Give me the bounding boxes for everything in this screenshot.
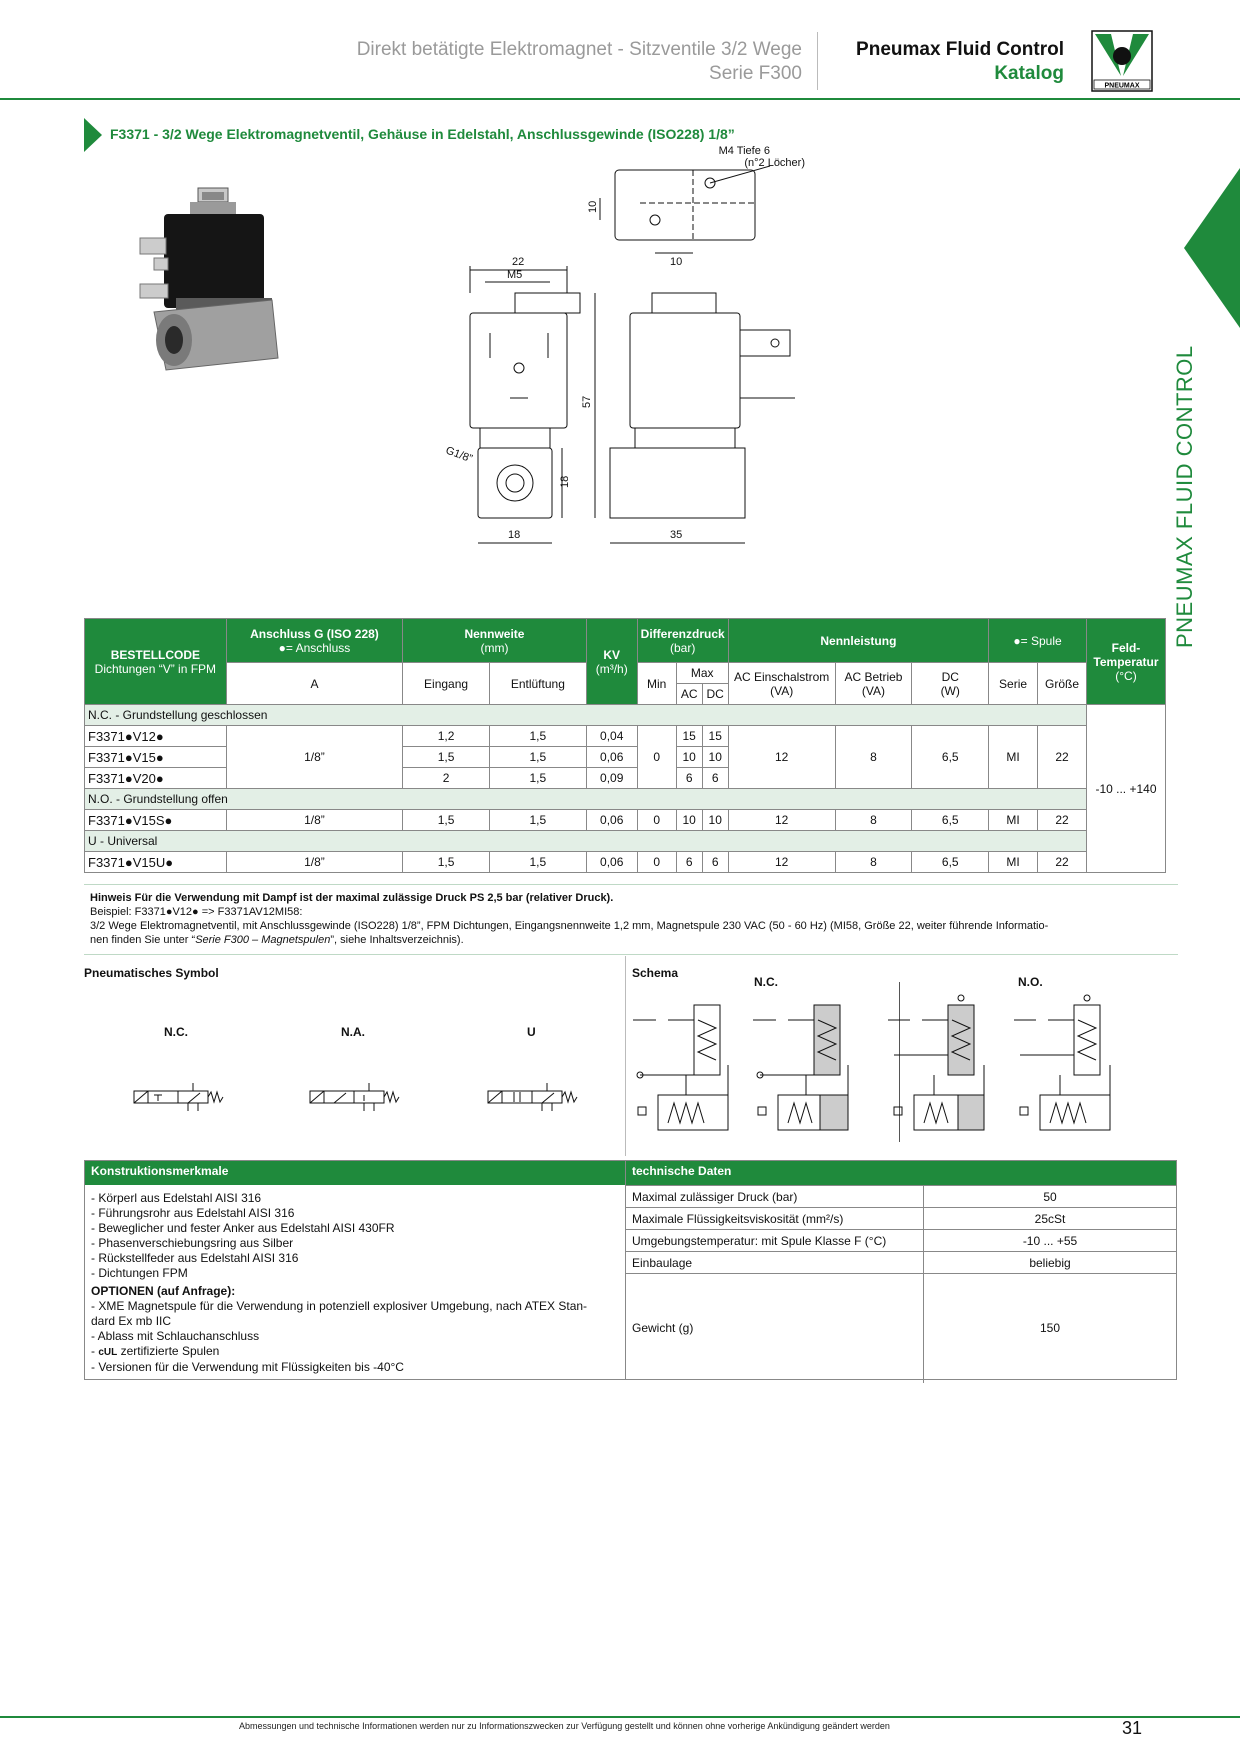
technik-label: Gewicht (g) [626, 1274, 924, 1383]
note-desc-2b: Serie F300 – Magnetspulen [195, 934, 331, 946]
technik-value: -10 ... +55 [924, 1230, 1177, 1252]
konstruktion-title: Konstruktionsmerkmale [85, 1161, 626, 1185]
th-spule [989, 619, 1087, 663]
cell-eingang: 1,5 [403, 747, 490, 768]
th-spule-label: = Spule [1020, 633, 1062, 648]
dim-g18: G1/8” [443, 444, 474, 466]
notes [90, 891, 1175, 947]
dim-m4: M4 Tiefe 6 [718, 145, 770, 157]
th-dc-w [912, 663, 989, 705]
ul-cert-icon: cUL [98, 1347, 118, 1358]
note-desc-2 [90, 933, 1175, 947]
th-dc-w-label: DC [941, 669, 959, 684]
cell-entl: 1,5 [489, 852, 586, 873]
schema-nc-off [633, 1005, 728, 1130]
subtitle-line-1: Direkt betätigte Elektromagnet - Sitzventile 3/2 Wege [356, 39, 802, 60]
schema-no-on [1014, 995, 1110, 1130]
group-nc: N.C. - Grundstellung geschlossen [85, 705, 1087, 726]
symbol-nc-label: N.C. [164, 1025, 188, 1039]
option-item: - Versionen für die Verwendung mit Flüssigkeiten bis -40°C [91, 1360, 404, 1374]
divider [84, 954, 1178, 955]
th-eingang: Eingang [403, 663, 490, 705]
th-temp-label: Temperatur [1093, 654, 1159, 669]
th-dc: DC [706, 687, 724, 701]
header-rule [0, 98, 1240, 100]
cell-min: 0 [637, 810, 676, 831]
technik-title: technische Daten [626, 1161, 1176, 1185]
cell-code: F3371●V15U● [85, 852, 227, 873]
catalog-label: Katalog [994, 63, 1064, 84]
cell-betr: 8 [835, 810, 912, 831]
schema-title: Schema [632, 966, 679, 980]
cell-ac: 6 [676, 852, 702, 873]
th-min: Min [637, 663, 676, 705]
th-anschluss-sub: = Anschluss [285, 640, 351, 655]
th-ac-betr-label: AC Betrieb [844, 669, 903, 684]
th-kv [586, 619, 637, 705]
cell-ac: 10 [676, 747, 702, 768]
cell-dcw: 6,5 [912, 810, 989, 831]
schema-diagram [628, 995, 1148, 1145]
konstruktion-item: - Rückstellfeder aus Edelstahl AISI 316 [91, 1251, 299, 1265]
cell-code: F3371●V15S● [85, 810, 227, 831]
th-temp-unit: (°C) [1115, 668, 1137, 683]
header-brand [856, 38, 1064, 86]
schema-nc-label: N.C. [754, 975, 778, 989]
technik-value: 25cSt [924, 1208, 1177, 1230]
note-desc-2c: ”, siehe Inhaltsverzeichnis). [330, 934, 464, 946]
cell-serie: MI [989, 852, 1038, 873]
order-code-table [84, 618, 1166, 873]
note-desc-1: 3/2 Wege Elektromagnetventil, mit Anschlussgewinde (ISO228) 1/8”, FPM Dichtungen, Eingangsnennweite 1,2 mm, Magnetspule 230 VAC (50 - 60 Hz) (MI58, Größe 22, weiter führende Informatio- [90, 920, 1049, 932]
cell-a: 1/8” [226, 852, 402, 873]
technik-label: Einbaulage [626, 1252, 924, 1274]
schema-no-label: N.O. [1018, 975, 1043, 989]
technik-label: Maximal zulässiger Druck (bar) [626, 1186, 924, 1208]
th-ac-betr-unit: (VA) [861, 683, 886, 698]
cell-code: F3371●V12● [85, 726, 227, 747]
technik-row [626, 1252, 1176, 1274]
cell-kv: 0,06 [586, 747, 637, 768]
konstruktion-item: - Körperl aus Edelstahl AISI 316 [91, 1191, 262, 1205]
options-title: OPTIONEN (auf Anfrage): [91, 1284, 236, 1298]
column-separator [625, 956, 626, 1156]
dim-holes: (n°2 Löcher) [744, 157, 805, 169]
th-kv-unit: (m³/h) [595, 661, 628, 676]
konstruktion-item: - Beweglicher und fester Anker aus Edelstahl AISI 430FR [91, 1221, 395, 1235]
technik-table [626, 1185, 1176, 1383]
cell-dcw: 6,5 [912, 726, 989, 789]
schema-no-off [888, 995, 984, 1130]
group-u: U - Universal [85, 831, 1087, 852]
note-desc-2a: nen finden Sie unter “ [90, 934, 196, 946]
header-subtitle [357, 38, 802, 86]
technik-box [625, 1160, 1177, 1380]
cell-groesse: 22 [1038, 852, 1087, 873]
cell-groesse: 22 [1038, 810, 1087, 831]
cell-eingang: 1,5 [403, 852, 490, 873]
th-max [676, 663, 728, 705]
cell-ac: 10 [676, 810, 702, 831]
th-entlueftung: Entlüftung [489, 663, 586, 705]
cell-ac: 6 [676, 768, 702, 789]
cell-kv: 0,09 [586, 768, 637, 789]
dim-10b: 10 [670, 256, 683, 268]
th-bestellcode [85, 619, 227, 705]
cell-dc: 15 [702, 726, 728, 747]
th-temp [1086, 619, 1165, 705]
cell-ein: 12 [728, 852, 835, 873]
th-diff-label: Differenzdruck [640, 626, 725, 641]
cell-eingang: 1,5 [403, 810, 490, 831]
th-kv-label: KV [603, 647, 621, 662]
valve-symbol-nc-icon [130, 1050, 250, 1130]
cell-kv: 0,06 [586, 852, 637, 873]
option-ul-text: zertifizierte Spulen [120, 1344, 220, 1358]
th-nennweite [403, 619, 587, 663]
cell-ein: 12 [728, 726, 835, 789]
cell-serie: MI [989, 726, 1038, 789]
valve-symbol-u-icon [484, 1050, 604, 1130]
th-code-label: BESTELLCODE [110, 647, 201, 662]
th-anschluss [226, 619, 402, 663]
th-ac-betr [835, 663, 912, 705]
divider [84, 884, 1178, 885]
cell-entl: 1,5 [489, 810, 586, 831]
side-label: PNEUMAX FLUID CONTROL [1172, 345, 1197, 648]
cell-min: 0 [637, 852, 676, 873]
cell-ein: 12 [728, 810, 835, 831]
cell-entl: 1,5 [489, 726, 586, 747]
technik-value: beliebig [924, 1252, 1177, 1274]
cell-dc: 6 [702, 852, 728, 873]
note-hint: Hinweis Für die Verwendung mit Dampf ist der maximal zulässige Druck PS 2,5 bar (relativer Druck). [90, 892, 614, 904]
schema-nc-on [753, 1005, 848, 1130]
cell-serie: MI [989, 810, 1038, 831]
cell-ac: 15 [676, 726, 702, 747]
title-arrow-icon [84, 118, 102, 152]
page-number: 31 [1122, 1718, 1143, 1738]
cell-dc: 6 [702, 768, 728, 789]
section-title-text: F3371 - 3/2 Wege Elektromagnetventil, Gehäuse in Edelstahl, Anschlussgewinde (ISO228) 1/8” [110, 126, 735, 142]
cell-kv: 0,06 [586, 810, 637, 831]
technik-row [626, 1274, 1176, 1383]
dim-22: 22 [512, 256, 525, 268]
table-row [85, 852, 1166, 873]
th-leistung [728, 619, 988, 663]
product-photo [140, 188, 320, 428]
cell-code: F3371●V15● [85, 747, 227, 768]
symbol-u-label: U [527, 1025, 536, 1039]
cell-betr: 8 [835, 852, 912, 873]
table-row [85, 810, 1166, 831]
header-divider [817, 32, 818, 90]
anschluss-marker-icon: ● [278, 640, 286, 655]
th-ac: AC [677, 684, 703, 704]
th-mm: (mm) [480, 640, 509, 655]
technik-row [626, 1208, 1176, 1230]
dim-m5: M5 [507, 269, 523, 281]
cell-entl: 1,5 [489, 747, 586, 768]
note-example: Beispiel: F3371●V12● => F3371AV12MI58: [90, 906, 303, 918]
technik-row [626, 1230, 1176, 1252]
cell-betr: 8 [835, 726, 912, 789]
option-item: - XME Magnetspule für die Verwendung in potenziell explosiver Umgebung, nach ATEX Stan- [91, 1299, 588, 1313]
konstruktion-item: - Dichtungen FPM [91, 1266, 188, 1280]
th-a: A [226, 663, 402, 705]
temp-range: -10 ... +140 [1086, 705, 1165, 873]
logo-text: PNEUMAX [1104, 82, 1140, 90]
th-bar: (bar) [670, 640, 696, 655]
section-title [84, 118, 1174, 152]
th-max-label: Max [677, 663, 728, 684]
technik-label: Maximale Flüssigkeitsviskosität (mm²/s) [626, 1208, 924, 1230]
technik-value: 50 [924, 1186, 1177, 1208]
dim-18b: 18 [508, 529, 521, 541]
th-groesse: Größe [1038, 663, 1087, 705]
th-dc-w-unit: (W) [940, 683, 960, 698]
spule-marker-icon: ● [1013, 633, 1021, 648]
pneumatic-symbol-title: Pneumatisches Symbol [84, 966, 219, 980]
konstruktion-box [84, 1160, 626, 1380]
group-no: N.O. - Grundstellung offen [85, 789, 1087, 810]
th-leistung-label: Nennleistung [820, 633, 897, 648]
cell-dc: 10 [702, 747, 728, 768]
cell-entl: 1,5 [489, 768, 586, 789]
dim-10a: 10 [587, 200, 599, 213]
option-item: - Ablass mit Schlauchanschluss [91, 1329, 260, 1343]
footer-rule [0, 1716, 1240, 1718]
dim-35: 35 [670, 529, 683, 541]
konstruktion-item: - Führungsrohr aus Edelstahl AISI 316 [91, 1206, 295, 1220]
technik-row [626, 1186, 1176, 1208]
symbol-na-label: N.A. [341, 1025, 365, 1039]
th-code-sub: Dichtungen “V” in FPM [94, 661, 217, 676]
footer-disclaimer: Abmessungen und technische Informationen werden nur zu Informationszwecken zur Verfügung gestellt und können ohne vorherige Ankündigung geändert werden [239, 1721, 890, 1731]
side-tab-triangle [1184, 168, 1240, 328]
th-diff [637, 619, 728, 663]
option-item: dard Ex mb IIC [91, 1314, 172, 1328]
konstruktion-item: - Phasenverschiebungsring aus Silber [91, 1236, 294, 1250]
subtitle-line-2: Serie F300 [709, 63, 802, 84]
cell-eingang: 1,2 [403, 726, 490, 747]
dim-18a: 18 [559, 475, 571, 488]
th-nennweite-label: Nennweite [464, 626, 525, 641]
cell-a: 1/8” [226, 810, 402, 831]
technik-label: Umgebungstemperatur: mit Spule Klasse F (°C) [626, 1230, 924, 1252]
th-anschluss-label: Anschluss G (ISO 228) [250, 626, 379, 641]
th-ac-ein-label: AC Einschalstrom [733, 669, 830, 684]
cell-a: 1/8” [226, 726, 402, 789]
technik-value: 150 [924, 1274, 1177, 1383]
valve-symbol-na-icon [306, 1050, 426, 1130]
brand-name: Pneumax Fluid Control [856, 39, 1064, 60]
dimension-drawing [443, 145, 910, 608]
cell-groesse: 22 [1038, 726, 1087, 789]
th-feld: Feld- [1111, 640, 1141, 655]
option-item-ul: - cUL zertifizierte Spulen [91, 1344, 220, 1358]
table-row [85, 726, 1166, 747]
pneumax-logo [1091, 30, 1153, 92]
cell-code: F3371●V20● [85, 768, 227, 789]
cell-eingang: 2 [403, 768, 490, 789]
cell-dc: 10 [702, 810, 728, 831]
th-ac-ein [728, 663, 835, 705]
th-ac-ein-unit: (VA) [770, 683, 794, 698]
dim-57: 57 [581, 395, 593, 408]
cell-min: 0 [637, 726, 676, 789]
cell-kv: 0,04 [586, 726, 637, 747]
th-serie: Serie [989, 663, 1038, 705]
cell-dcw: 6,5 [912, 852, 989, 873]
